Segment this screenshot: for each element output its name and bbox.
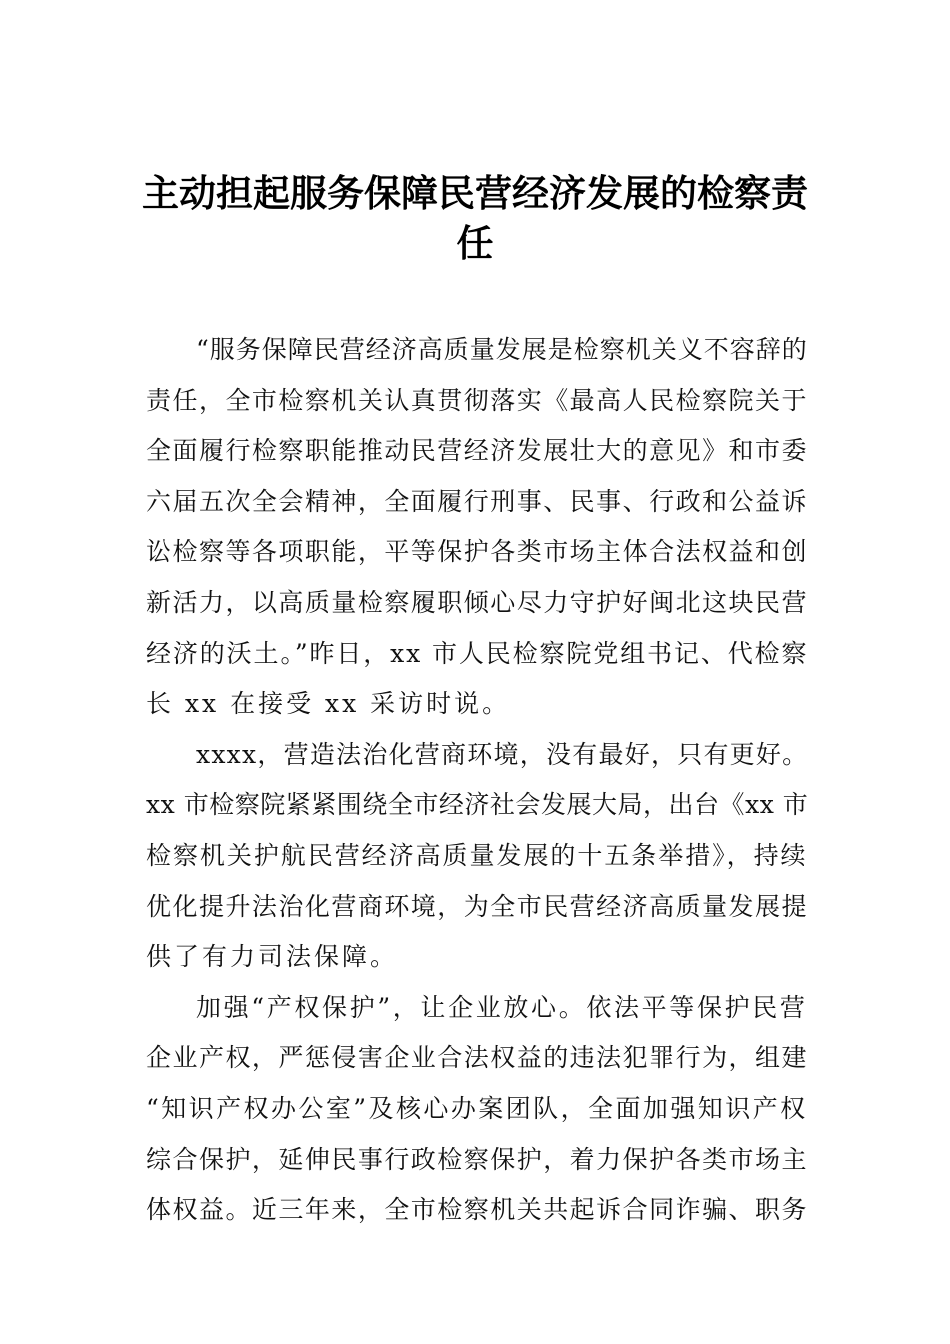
text-line: 讼检察等各项职能，平等保护各类市场主体合法权益和创 (146, 537, 809, 567)
text-line: xx 市检察院紧紧围绕全市经济社会发展大局，出台《xx 市 (146, 790, 809, 820)
title-line: 主动担起服务保障民营经济发展的检察责 (142, 171, 808, 215)
text-line: 责任，全市检察机关认真贯彻落实《最高人民检察院关于 (146, 385, 809, 415)
document-body (146, 325, 809, 1236)
text-line: xxxx，营造法治化营商环境，没有最好，只有更好。 (196, 739, 809, 769)
text-line: “服务保障民营经济高质量发展是检察机关义不容辞的 (196, 335, 808, 364)
title-line: 任 (456, 221, 494, 265)
text-line: 经济的沃土。”昨日，xx 市人民检察院党组书记、代检察 (146, 638, 809, 668)
text-line: 优化提升法治化营商环境，为全市民营经济高质量发展提 (146, 891, 809, 921)
text-line: 长 xx 在接受 xx 采访时说。 (146, 689, 511, 719)
text-line: 六届五次全会精神，全面履行刑事、民事、行政和公益诉 (146, 486, 809, 516)
text-line: 综合保护，延伸民事行政检察保护，着力保护各类市场主 (146, 1144, 809, 1174)
text-line: 企业产权，严惩侵害企业合法权益的违法犯罪行为，组建 (146, 1043, 809, 1073)
text-line: “知识产权办公室”及核心办案团队，全面加强知识产权 (146, 1093, 808, 1123)
text-line: 新活力，以高质量检察履职倾心尽力守护好闽北这块民营 (146, 587, 809, 617)
text-line: 加强“产权保护”，让企业放心。依法平等保护民营 (196, 992, 808, 1022)
text-line: 全面履行检察职能推动民营经济发展壮大的意见》和市委 (146, 436, 809, 466)
document-title (140, 168, 810, 268)
paragraph-1 (146, 325, 809, 730)
text-line: 供了有力司法保障。 (146, 942, 399, 972)
text-line: 体权益。近三年来，全市检察机关共起诉合同诈骗、职务 (146, 1195, 809, 1225)
paragraph-3 (146, 983, 809, 1236)
paragraph-2 (146, 730, 809, 983)
text-line: 检察机关护航民营经济高质量发展的十五条举措》，持续 (146, 840, 808, 870)
